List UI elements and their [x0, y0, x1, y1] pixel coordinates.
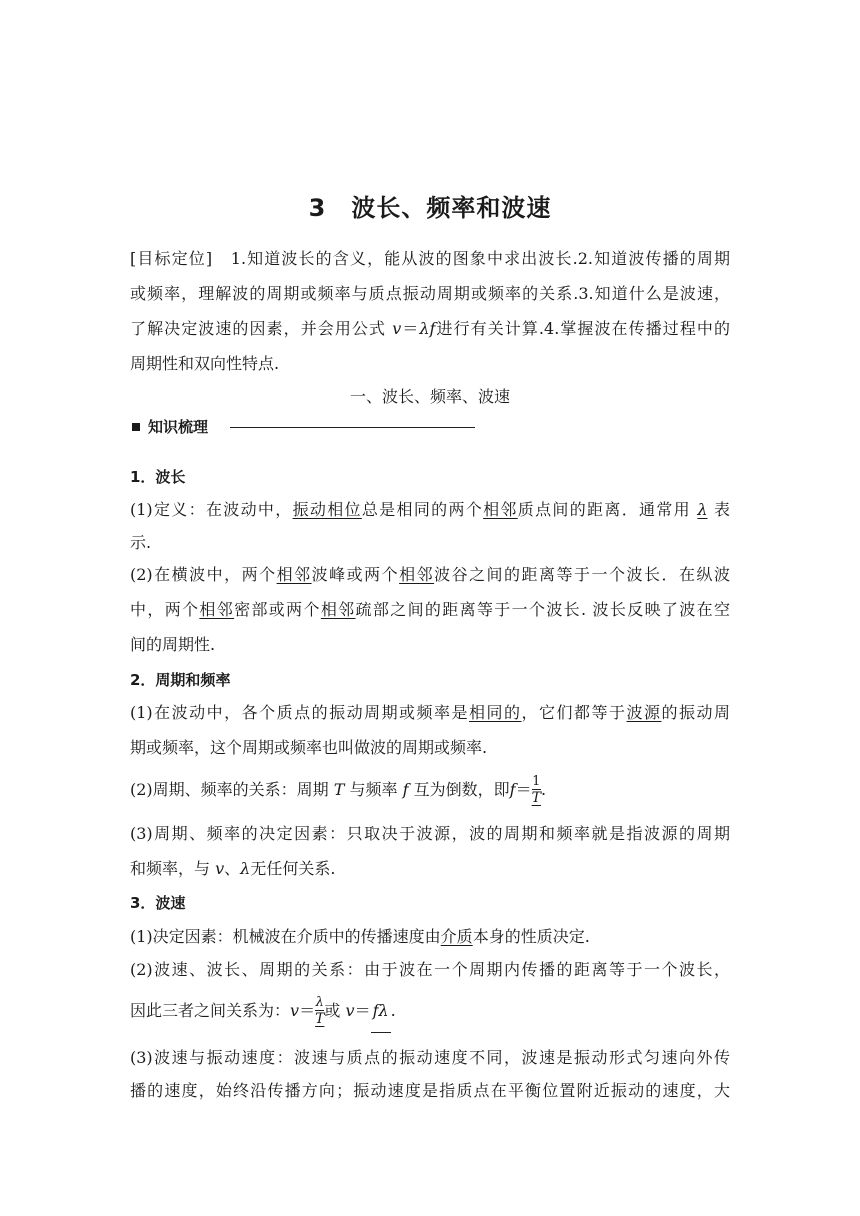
item1-title: 1．波长 [130, 468, 186, 486]
item3-p2-line-2: 因此三者之间关系为：v＝ $\frac{\lambda}{T}$ 或 v＝ fλ . [130, 990, 730, 1032]
item3-p1-line: (1)决定因素：机械波在介质中的传播速度由介质本身的性质决定. [130, 927, 590, 946]
item2-p1-line-2: 期或频率，这个周期或频率也叫做波的周期或频率. [130, 738, 488, 757]
item3-p3-line-1: (3)波速与振动速度：波速与质点的振动速度不同，波速是振动形式匀速向外传 [130, 1048, 730, 1067]
page-title: 3 波长、频率和波速 [308, 194, 552, 222]
item3-p3-line-2: 播的速度，始终沿传播方向；振动速度是指质点在平衡位置附近振动的速度，大 [130, 1081, 730, 1100]
blank-answer: fλ [371, 990, 391, 1033]
subheading-bar [130, 417, 490, 439]
blank-answer: 相同的 [469, 703, 522, 722]
fraction-lambda-over-t: $\frac{\lambda}{T}$ [315, 995, 325, 1027]
item1-p2-line-1: (2)在横波中，两个相邻波峰或两个相邻波谷之间的距离等于一个波长．在纵波 [130, 565, 730, 584]
item1-def-line-1: (1)定义：在波动中，振动相位总是相同的两个相邻质点间的距离．通常用 λ 表 [130, 500, 730, 519]
item2-p3-line-1: (3)周期、频率的决定因素：只取决于波源，波的周期和频率就是指波源的周期 [130, 824, 730, 843]
blank-answer: 介质 [440, 927, 473, 946]
objectives-line-1: [目标定位] 1.知道波长的含义，能从波的图象中求出波长.2.知道波传播的周期 [130, 249, 730, 268]
item1-p2-line-2: 中，两个相邻密部或两个相邻疏部之间的距离等于一个波长. 波长反映了波在空 [130, 600, 730, 619]
item2-p1-line-1: (1)在波动中，各个质点的振动周期或频率是相同的，它们都等于波源的振动周 [130, 703, 730, 722]
item2-p2-line: (2)周期、频率的关系：周期 T 与频率 f 互为倒数，即f＝ $\frac{1}{T}$ . [130, 774, 547, 806]
section-heading: 一、波长、频率、波速 [349, 387, 510, 406]
item1-p2-line-3: 间的周期性. [130, 635, 216, 654]
fraction-one-over-t: $\frac{1}{T}$ [531, 774, 541, 806]
blank-answer: 相邻 [320, 600, 356, 619]
objectives-label: [目标定位] [130, 249, 213, 268]
blank-answer: 振动相位 [292, 500, 362, 519]
blank-answer: 相邻 [276, 565, 312, 584]
square-bullet-icon [132, 423, 140, 431]
blank-answer: λ [697, 500, 708, 519]
item2-p3-line-2: 和频率，与 v、λ无任何关系. [130, 859, 336, 878]
item2-title: 2．周期和频率 [130, 671, 231, 689]
blank-answer: 波源 [626, 703, 662, 722]
subheading-rule [230, 427, 475, 428]
blank-answer: 相邻 [399, 565, 435, 584]
objectives-line-3: 了解决定波速的因素，并会用公式 v＝λf进行有关计算.4.掌握波在传播过程中的 [130, 319, 730, 338]
item3-p2-line-1: (2)波速、波长、周期的关系：由于波在一个周期内传播的距离等于一个波长， [130, 960, 730, 979]
subheading-text: 知识梳理 [148, 418, 209, 436]
blank-answer: 相邻 [483, 500, 518, 519]
objectives-line-4: 周期性和双向性特点. [130, 354, 280, 373]
blank-answer: 相邻 [199, 600, 235, 619]
item3-title: 3．波速 [130, 894, 186, 912]
objectives-line-2: 或频率，理解波的周期或频率与质点振动周期或频率的关系.3.知道什么是波速， [130, 284, 730, 303]
item1-def-line-2: 示. [130, 533, 152, 552]
